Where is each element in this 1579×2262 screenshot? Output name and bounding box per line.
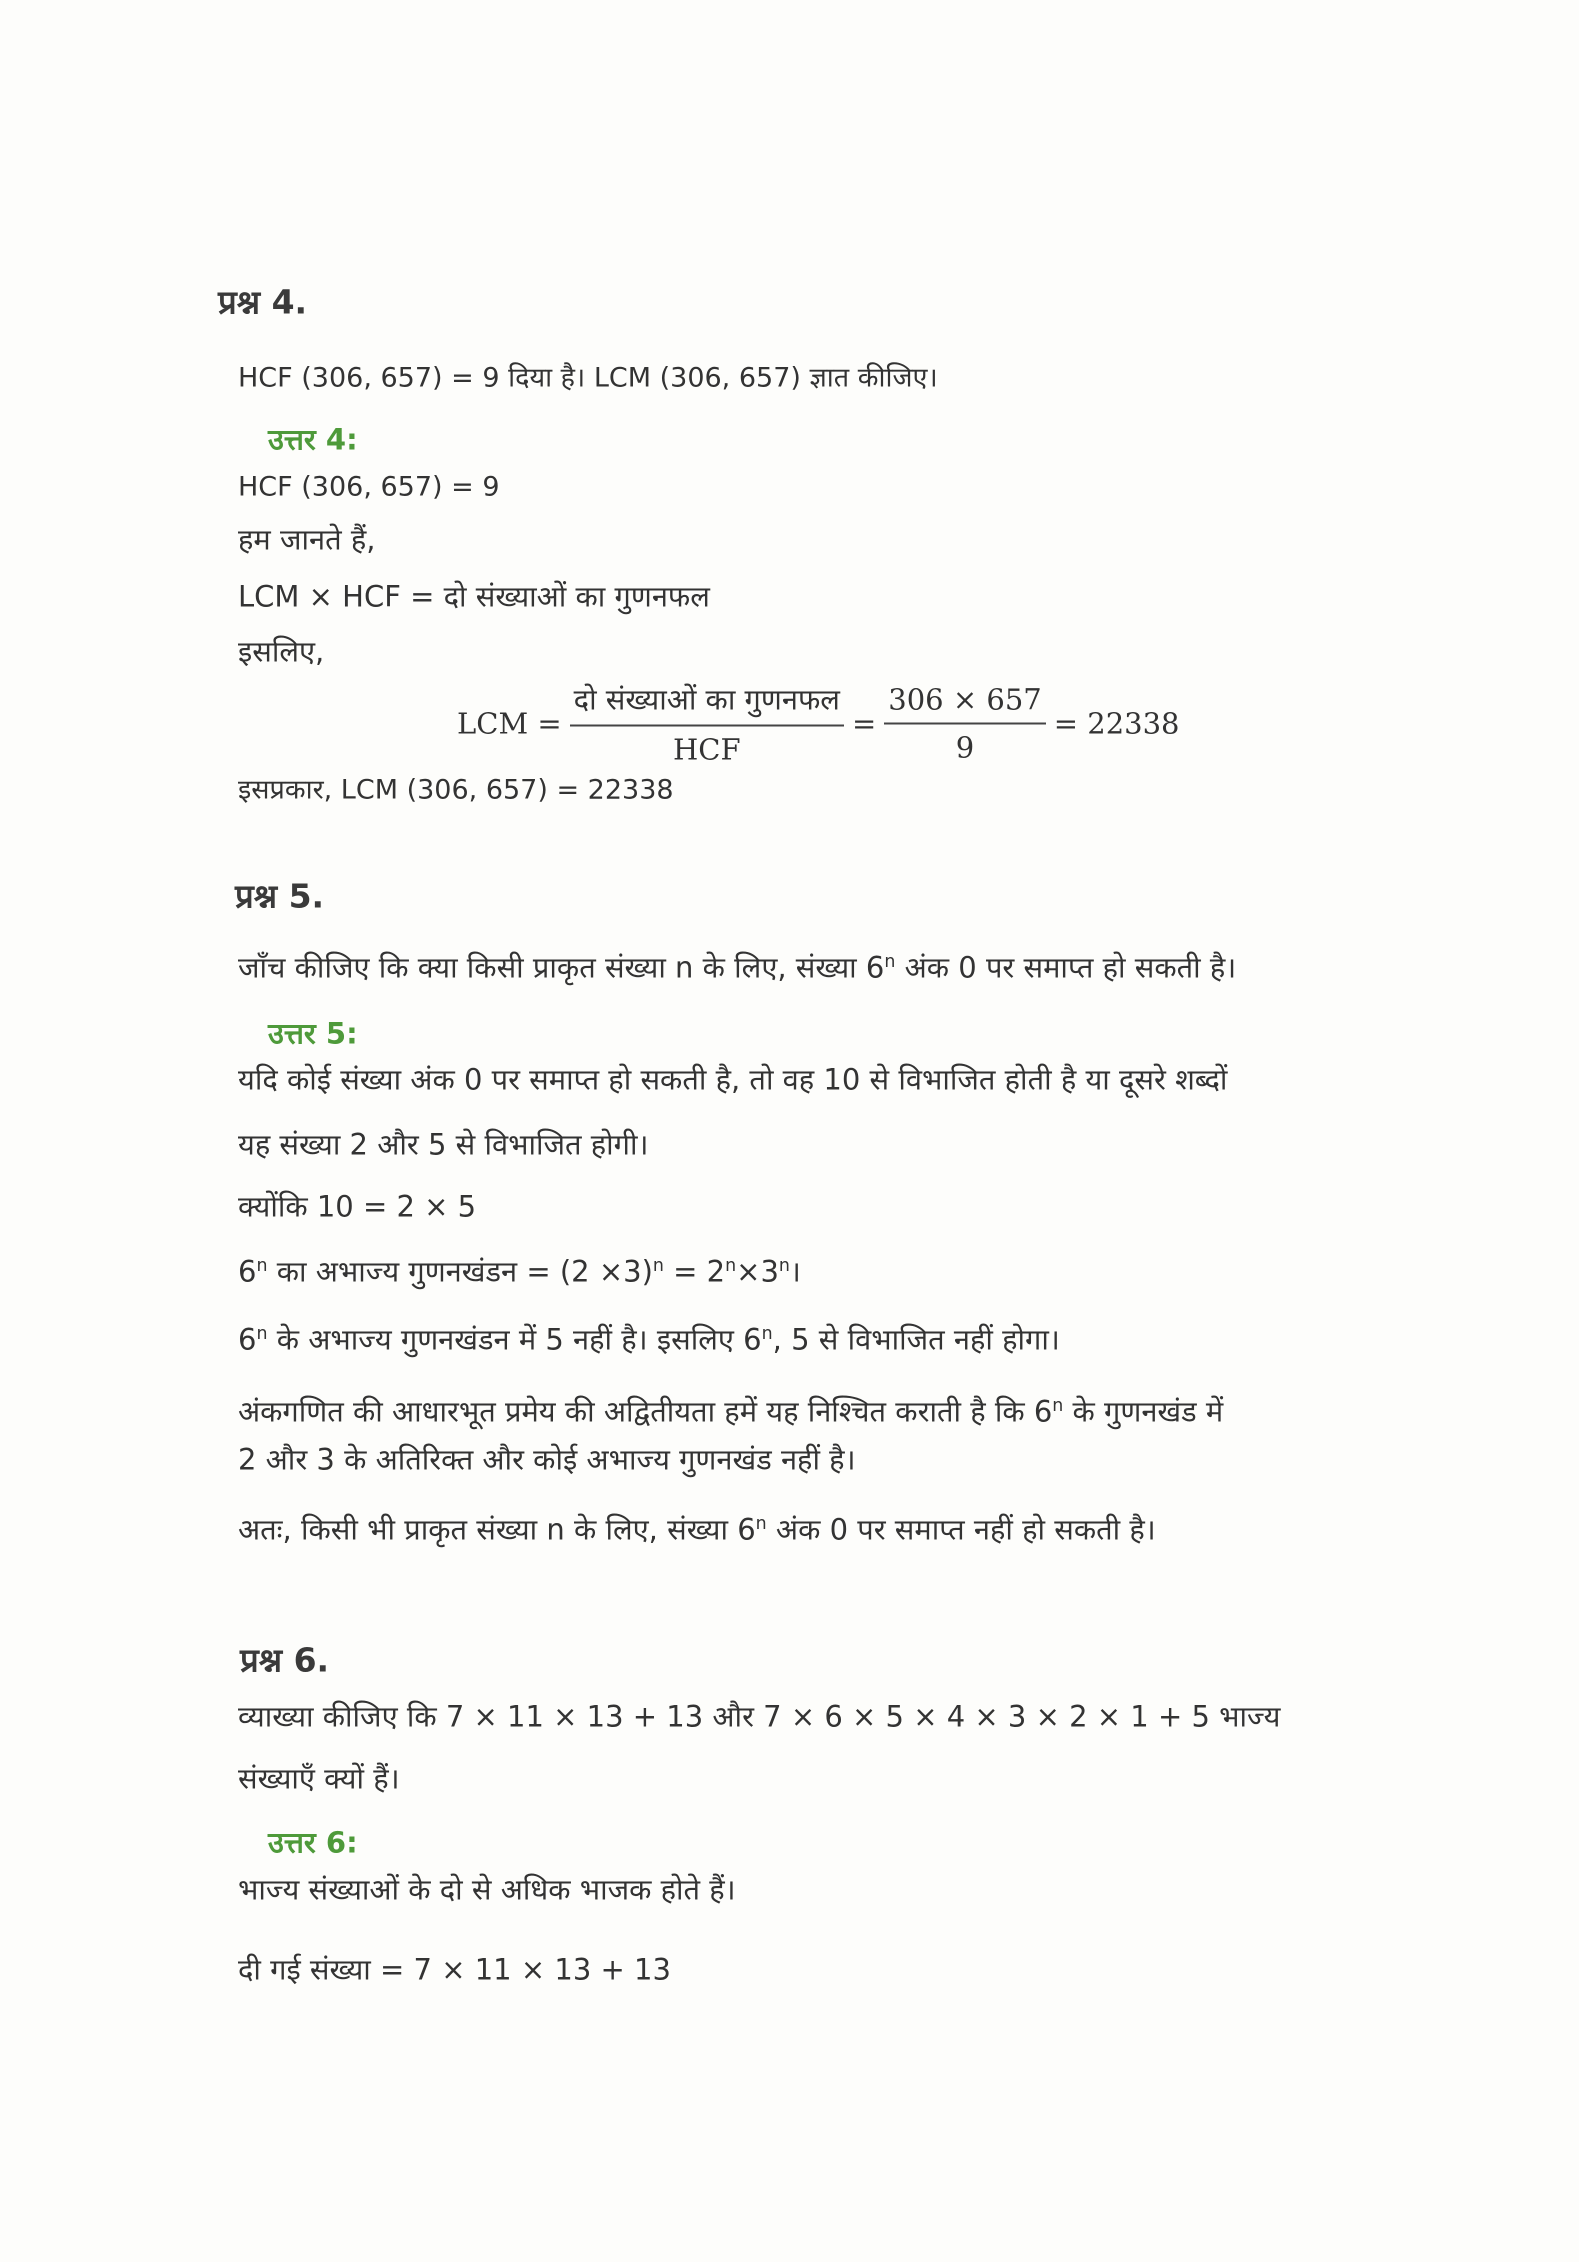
question-5-title: प्रश्न 5.: [235, 876, 325, 916]
answer-5-line: अतः, किसी भी प्राकृत संख्या n के लिए, संख्या 6$^n$ अंक 0 पर समाप्त नहीं हो सकती है।: [238, 1512, 1156, 1547]
answer-6-line: दी गई संख्या = 7 × 11 × 13 + 13: [238, 1952, 671, 1987]
fraction-denominator: HCF: [673, 732, 741, 767]
answer-5-line: 2 और 3 के अतिरिक्त और कोई अभाज्य गुणनखंड नहीं है।: [238, 1442, 856, 1477]
answer-4-line: HCF (306, 657) = 9: [238, 471, 500, 503]
fraction-product-over-hcf: [570, 680, 844, 767]
question-6-title: प्रश्न 6.: [240, 1640, 330, 1680]
question-4-title: प्रश्न 4.: [218, 282, 308, 322]
answer-5-label: उत्तर 5:: [268, 1016, 358, 1051]
question-6-text: व्याख्या कीजिए कि 7 × 11 × 13 + 13 और 7 × 6 × 5 × 4 × 3 × 2 × 1 + 5 भाज्य: [238, 1699, 1281, 1734]
answer-4-line: LCM × HCF = दो संख्याओं का गुणनफल: [238, 579, 710, 614]
equals-sign: =: [851, 706, 877, 740]
answer-6-line: भाज्य संख्याओं के दो से अधिक भाजक होते हैं।: [238, 1872, 736, 1907]
answer-5-line: 6$^n$ के अभाज्य गुणनखंडन में 5 नहीं है। इसलिए 6$^n$, 5 से विभाजित नहीं होगा।: [238, 1322, 1060, 1357]
answer-5-line: क्योंकि 10 = 2 × 5: [238, 1189, 477, 1224]
fraction-numerator: 306 × 657: [884, 682, 1045, 724]
answer-5-line: यदि कोई संख्या अंक 0 पर समाप्त हो सकती है, तो वह 10 से विभाजित होती है या दूसरे शब्दों: [238, 1062, 1228, 1097]
fraction-numerator: दो संख्याओं का गुणनफल: [570, 680, 844, 727]
answer-6-label: उत्तर 6:: [268, 1825, 358, 1860]
question-5-text: जाँच कीजिए कि क्या किसी प्राकृत संख्या n के लिए, संख्या 6$^n$ अंक 0 पर समाप्त हो सकती है।: [238, 950, 1237, 985]
question-6-text: संख्याएँ क्यों हैं।: [238, 1761, 400, 1796]
fraction-numeric: [884, 682, 1045, 764]
answer-5-line: अंकगणित की आधारभूत प्रमेय की अद्वितीयता हमें यह निश्चित कराती है कि 6$^n$ के गुणनखंड में: [238, 1394, 1224, 1429]
formula-result: = 22338: [1053, 706, 1180, 740]
answer-4-label: उत्तर 4:: [268, 422, 358, 457]
fraction-denominator: 9: [955, 730, 975, 764]
answer-4-line: इसलिए,: [238, 634, 325, 669]
formula-lhs: LCM =: [457, 706, 562, 740]
answer-4-conclusion: इसप्रकार, LCM (306, 657) = 22338: [238, 774, 674, 806]
answer-4-line: हम जानते हैं,: [238, 522, 376, 557]
answer-5-line: 6$^n$ का अभाज्य गुणनखंडन = $(2 \times 3)^n$ = $2^n\times 3^n।$: [238, 1254, 801, 1289]
question-4-text: HCF (306, 657) = 9 दिया है। LCM (306, 657) ज्ञात कीजिए।: [238, 362, 938, 394]
lcm-formula: [457, 680, 1180, 767]
answer-5-line: यह संख्या 2 और 5 से विभाजित होगी।: [238, 1127, 649, 1162]
